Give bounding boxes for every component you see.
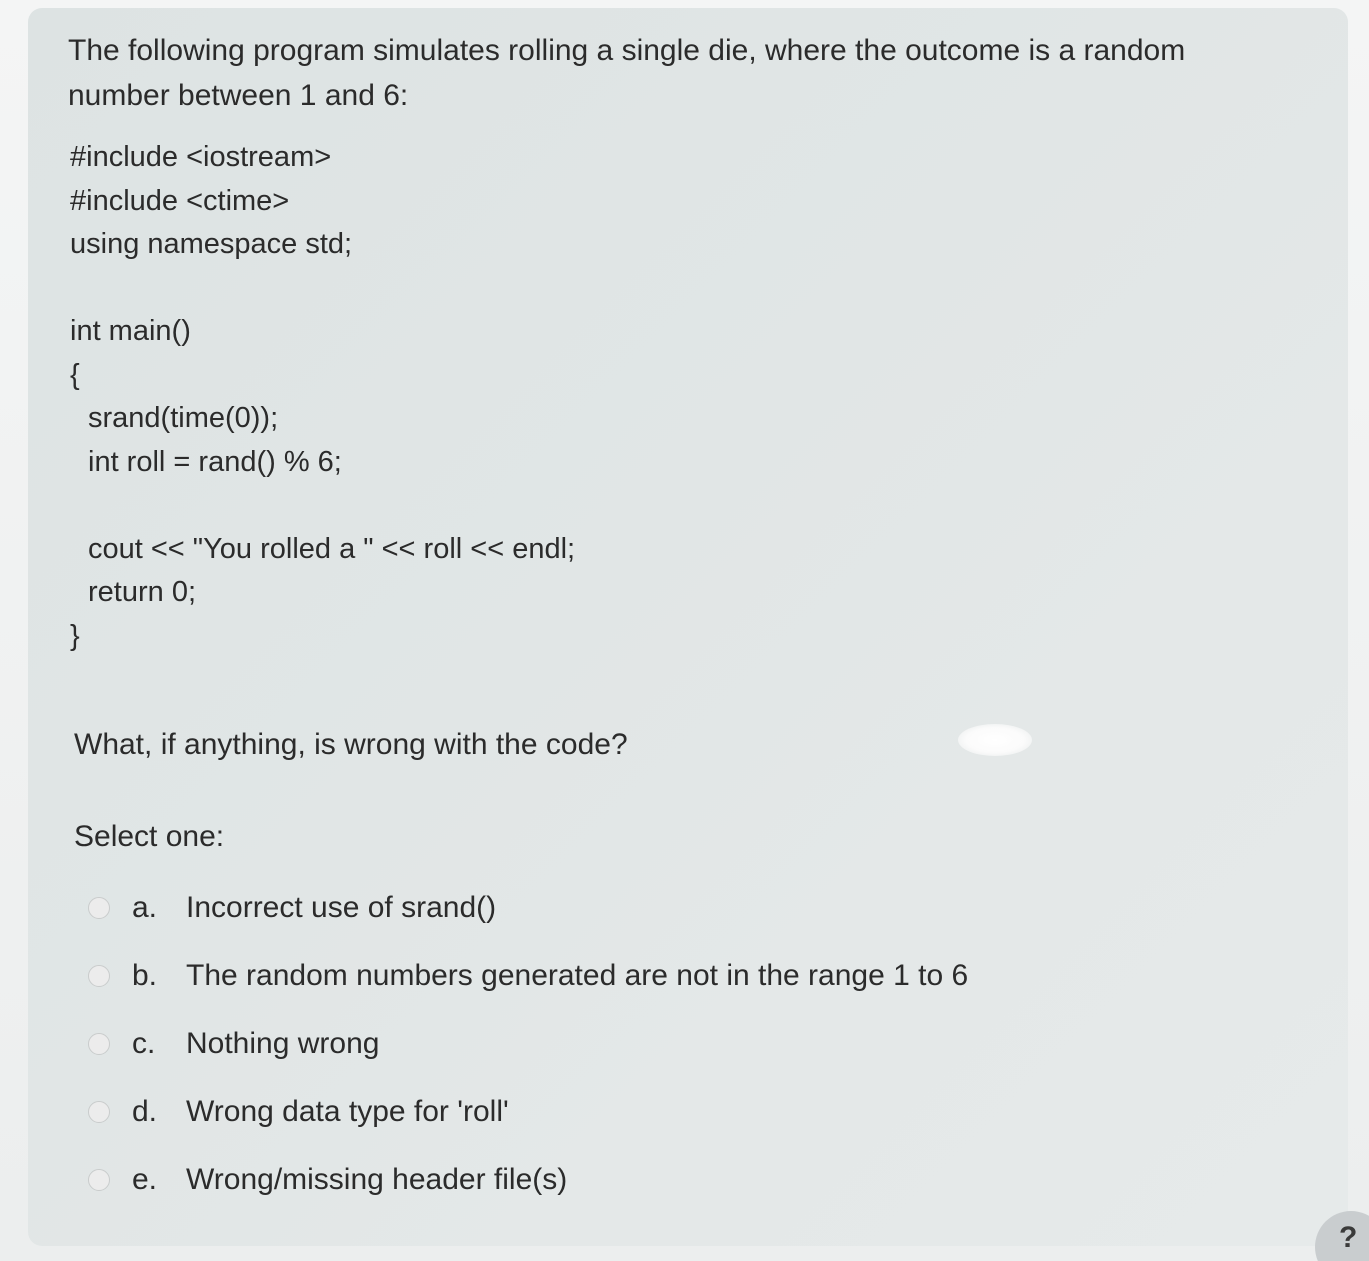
code-block: [70, 136, 575, 658]
answer-letter: c.: [132, 1027, 156, 1060]
code-line: }: [70, 619, 80, 652]
help-button[interactable]: ?: [1315, 1211, 1369, 1261]
select-one-label: Select one:: [74, 820, 225, 853]
answer-text[interactable]: The random numbers generated are not in the range 1 to 6: [186, 959, 969, 992]
code-line: {: [70, 358, 80, 391]
answer-text[interactable]: Wrong/missing header file(s): [186, 1163, 568, 1196]
code-line: [70, 267, 575, 311]
radio-button[interactable]: [88, 897, 110, 919]
answer-option-c[interactable]: [88, 1010, 968, 1078]
code-line: cout << "You rolled a " << roll << endl;: [88, 532, 576, 565]
code-line: #include <ctime>: [70, 184, 290, 217]
answer-text[interactable]: Incorrect use of srand(): [186, 891, 497, 924]
code-line: int main(): [70, 315, 191, 347]
answer-letter: d.: [132, 1095, 158, 1128]
question-text: What, if anything, is wrong with the code?: [74, 728, 628, 761]
answer-option-e[interactable]: [88, 1146, 968, 1214]
code-line: int roll = rand() % 6;: [88, 445, 342, 478]
code-line: using namespace std;: [70, 228, 353, 260]
answer-option-a[interactable]: [88, 874, 968, 942]
code-line: srand(time(0));: [88, 402, 279, 434]
answer-list: [88, 874, 968, 1214]
radio-button[interactable]: [88, 1033, 110, 1055]
code-line: #include <iostream>: [70, 141, 332, 173]
answer-letter: b.: [132, 959, 158, 992]
radio-button[interactable]: [88, 1169, 110, 1191]
answer-letter: a.: [132, 891, 158, 924]
radio-button[interactable]: [88, 1101, 110, 1123]
answer-option-b[interactable]: [88, 942, 968, 1010]
answer-text[interactable]: Nothing wrong: [186, 1027, 380, 1060]
answer-text[interactable]: Wrong data type for 'roll': [186, 1095, 509, 1128]
question-card: [28, 8, 1348, 1246]
radio-button[interactable]: [88, 965, 110, 987]
screen-glare: [958, 724, 1032, 756]
question-prompt: The following program simulates rolling a single die, where the outcome is a random number between 1 and 6:: [68, 34, 1186, 112]
answer-letter: e.: [132, 1163, 158, 1196]
code-line: [70, 484, 575, 528]
code-line: return 0;: [88, 576, 196, 608]
answer-option-d[interactable]: [88, 1078, 968, 1146]
